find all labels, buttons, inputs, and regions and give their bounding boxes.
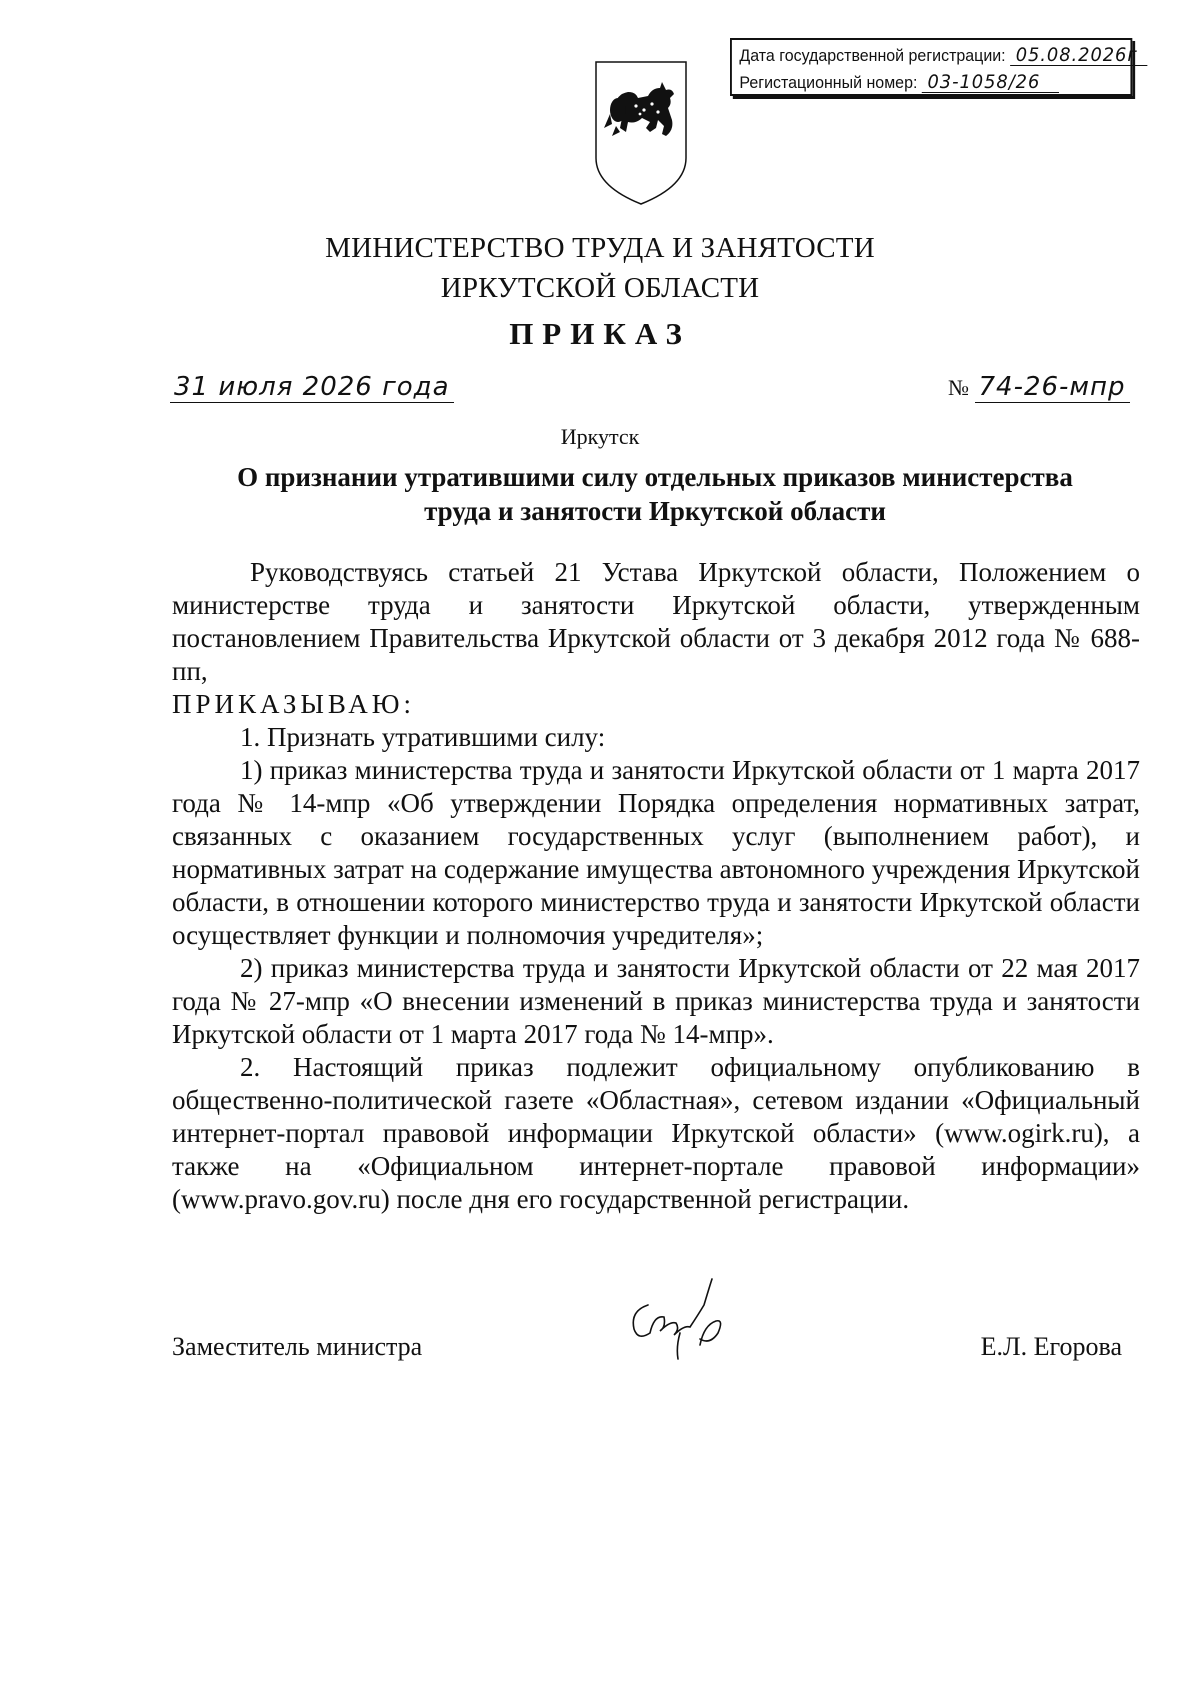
registration-number-row	[739, 69, 1123, 96]
registration-stamp	[730, 38, 1138, 96]
signer-position: Заместитель министра	[172, 1332, 423, 1361]
document-type: ПРИКАЗ	[509, 316, 691, 351]
order-subject-line2: труда и занятости Иркутской области	[424, 496, 886, 526]
ministry-name-line2: ИРКУТСКОЙ ОБЛАСТИ	[440, 272, 760, 304]
item1-intro: 1. Признать утратившими силу:	[240, 722, 606, 752]
signer-name: Е.Л. Егорова	[980, 1332, 1122, 1361]
command-word: ПРИКАЗЫВАЮ:	[172, 689, 415, 719]
irkutsk-coat-of-arms-icon	[592, 58, 690, 208]
order-subject	[150, 460, 1160, 528]
registration-date-value: 05.08.2026г	[1010, 45, 1147, 66]
item1-subitem2: 2) приказ министерства труда и занятости Иркутской области от 22 мая 2017 года № 27-мпр «О внесении изменений в приказ министерства труда и занятости Иркутской области от 1 марта 2017 года № 14-мпр».	[172, 953, 1140, 1049]
registration-number-label: Регистационный номер:	[739, 73, 918, 92]
order-number-value: 74-26-мпр	[975, 372, 1130, 403]
order-date: 31 июля 2026 года	[170, 372, 454, 403]
ministry-name	[0, 228, 1200, 308]
registration-date-label: Дата государственной регистрации:	[739, 46, 1006, 65]
registration-number-value: 03-1058/26	[922, 72, 1059, 93]
order-body	[172, 556, 1140, 1216]
order-number	[948, 372, 1130, 403]
handwritten-signature	[620, 1275, 740, 1365]
registration-date-row	[739, 42, 1138, 69]
order-number-sign: №	[948, 375, 969, 400]
item2-paragraph: 2. Настоящий приказ подлежит официальному опубликованию в общественно-политической газете «Областная», сетевом издании «Официальный интернет-портал правовой информации Иркутской области» (www.ogirk.ru), а также на «Официальном интернет-портале правовой информации» (www.pravo.gov.ru) после дня его государственной регистрации.	[172, 1052, 1140, 1214]
order-subject-line1: О признании утратившими силу отдельных приказов министерства	[237, 462, 1073, 492]
item1-subitem1: 1) приказ министерства труда и занятости Иркутской области от 1 марта 2017 года № 14-мпр «Об утверждении Порядка определения нормативных затрат, связанных с оказанием государственных услуг (выполнением работ), и нормативных затрат на содержание имущества автономного учреждения Иркутской области, в отношении которого министерство труда и занятости Иркутской области осуществляет функции и полномочия учредителя»;	[172, 755, 1140, 950]
preamble-paragraph: Руководствуясь статьей 21 Устава Иркутской области, Положением о министерстве труда и занятости Иркутской области, утвержденным постановлением Правительства Иркутской области от 3 декабря 2012 года № 688-пп,	[172, 557, 1140, 686]
ministry-name-line1: МИНИСТЕРСТВО ТРУДА И ЗАНЯТОСТИ	[325, 232, 875, 264]
order-city: Иркутск	[560, 424, 640, 449]
